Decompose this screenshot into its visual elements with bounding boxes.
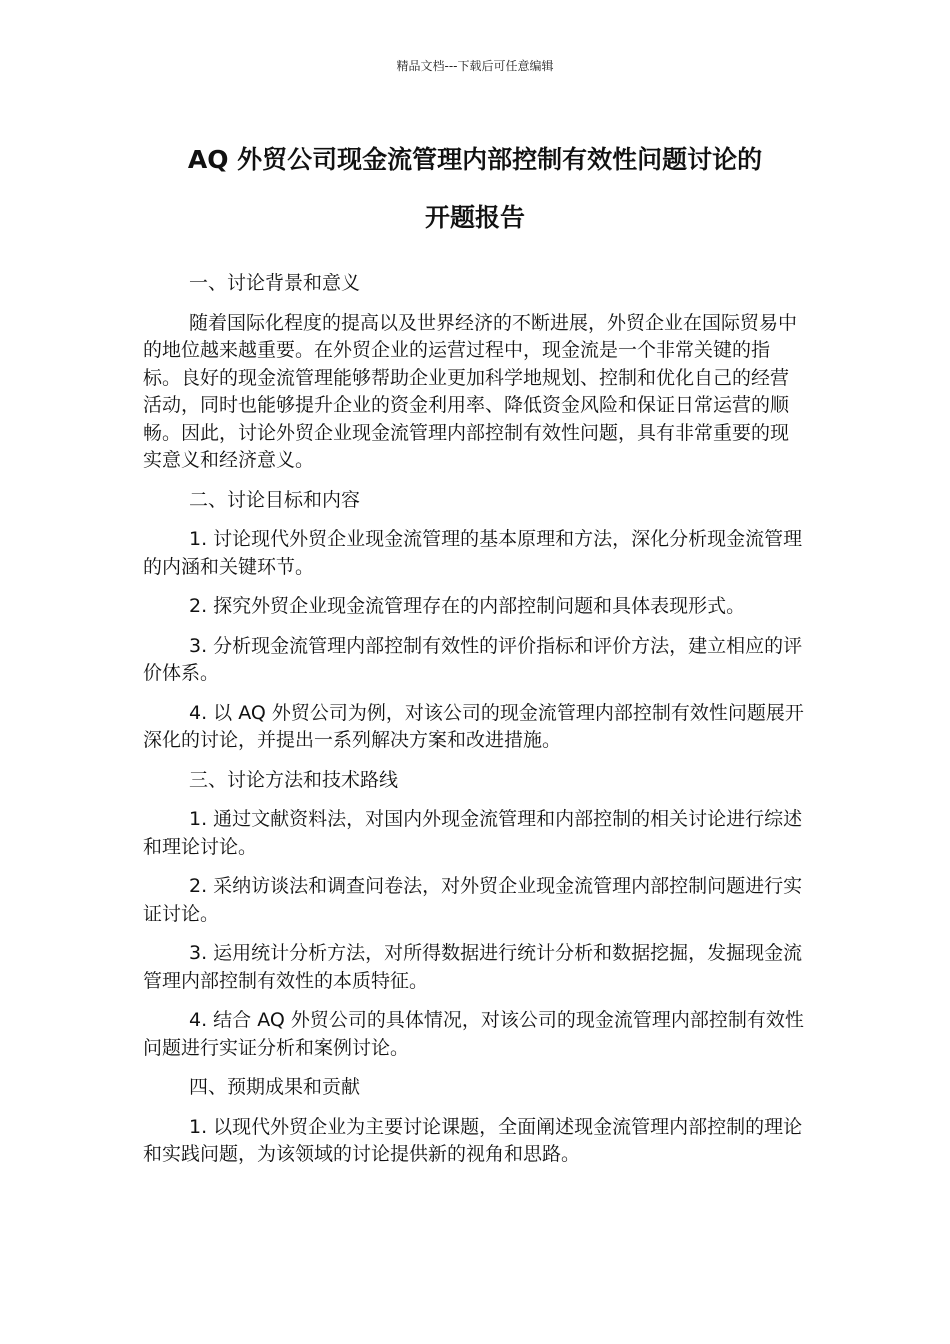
section-heading-outcomes: 四、预期成果和贡献 (189, 1076, 361, 1098)
list-item: 2. 探究外贸企业现金流管理存在的内部控制问题和具体表现形式。 (189, 595, 746, 617)
list-item: 1. 通过文献资料法，对国内外现金流管理和内部控制的相关讨论进行综述和理论讨论。 (143, 808, 803, 858)
list-item: 2. 采纳访谈法和调查问卷法，对外贸企业现金流管理内部控制问题进行实证讨论。 (143, 875, 803, 925)
title-line-2: 开题报告 (424, 203, 525, 232)
list-item: 4. 以 AQ 外贸公司为例，对该公司的现金流管理内部控制有效性问题展开深化的讨论，并提出一系列解决方案和改进措施。 (143, 701, 804, 751)
page-header: 精品文档---下载后可任意编辑 (396, 59, 554, 73)
list-item: 1. 讨论现代外贸企业现金流管理的基本原理和方法，深化分析现金流管理的内涵和关键环节。 (143, 528, 803, 578)
document-body (143, 270, 805, 1181)
section-heading-methods: 三、讨论方法和技术路线 (189, 768, 399, 791)
section-heading-background: 一、讨论背景和意义 (189, 272, 361, 294)
document-title (120, 131, 830, 247)
list-item: 3. 运用统计分析方法，对所得数据进行统计分析和数据挖掘，发掘现金流管理内部控制有效性的本质特征。 (143, 942, 803, 992)
list-item: 3. 分析现金流管理内部控制有效性的评价指标和评价方法，建立相应的评价体系。 (143, 634, 803, 684)
list-item: 4. 结合 AQ 外贸公司的具体情况，对该公司的现金流管理内部控制有效性问题进行实证分析和案例讨论。 (143, 1009, 804, 1059)
section-heading-objectives: 二、讨论目标和内容 (189, 488, 361, 511)
paragraph: 随着国际化程度的提高以及世界经济的不断进展，外贸企业在国际贸易中的地位越来越重要。在外贸企业的运营过程中，现金流是一个非常关键的指标。良好的现金流管理能够帮助企业更加科学地规划、控制和优化自己的经营活动，同时也能够提升企业的资金利用率、降低资金风险和保证日常运营的顺畅。因此，讨论外贸企业现金流管理内部控制有效性问题，具有非常重要的现实意义和经济意义。 (143, 311, 798, 471)
list-item: 1. 以现代外贸企业为主要讨论课题，全面阐述现金流管理内部控制的理论和实践问题，为该领域的讨论提供新的视角和思路。 (143, 1115, 803, 1165)
title-line-1: AQ 外贸公司现金流管理内部控制有效性问题讨论的 (187, 145, 763, 174)
